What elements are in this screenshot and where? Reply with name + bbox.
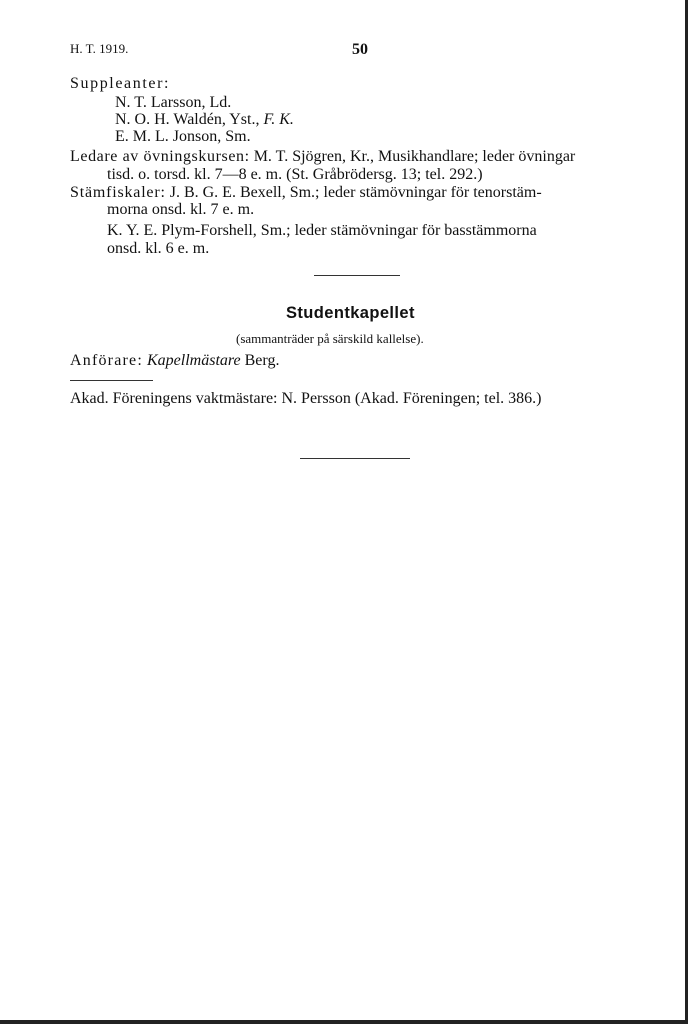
ledare-line-2: tisd. o. torsd. kl. 7—8 e. m. (St. Gråbrödersg. 13; tel. 292.) [107,166,483,183]
suppleanter-label: Suppleanter: [70,75,171,92]
conductor-name: Berg. [244,352,280,369]
section-divider [314,275,400,276]
stamfiskal-1-line-2: morna onsd. kl. 7 e. m. [107,201,255,218]
suppleant-2-note: F. K. [263,111,294,128]
suppleant-3: E. M. L. Jonson, Sm. [115,128,251,145]
running-header: H. T. 1919. [70,41,129,56]
end-divider [300,458,410,459]
suppleant-2 [115,111,294,129]
ledare-line-1 [70,148,575,166]
section-subtitle: (sammanträder på särskild kallelse). [236,331,424,346]
ledare-label: Ledare av övningskursen: [70,148,250,165]
caretaker-line: Akad. Föreningens vaktmästare: N. Persson (Akad. Föreningen; tel. 386.) [70,390,542,407]
stamfiskal-2-line-2: onsd. kl. 6 e. m. [107,240,210,257]
ledare-text: M. T. Sjögren, Kr., Musikhandlare; leder övningar [253,148,576,165]
section-title: Studentkapellet [286,304,415,322]
suppleant-2-name: N. O. H. Waldén, Yst., [115,111,260,128]
page-number: 50 [352,41,368,58]
stamfiskal-2-line-1: K. Y. E. Plym-Forshell, Sm.; leder stämövningar för basstämmorna [107,222,537,239]
short-divider [70,380,153,381]
conductor-title: Kapellmästare [147,352,241,369]
stamfiskaler-line-1 [70,184,542,202]
stamfiskal-1-text: J. B. G. E. Bexell, Sm.; leder stämövningar för tenorstäm- [169,184,542,201]
scan-edge-bottom [0,1020,688,1024]
stamfiskaler-label: Stämfiskaler: [70,184,166,201]
conductor-label: Anförare: [70,352,143,369]
conductor-line [70,352,279,370]
suppleant-1: N. T. Larsson, Ld. [115,94,232,111]
